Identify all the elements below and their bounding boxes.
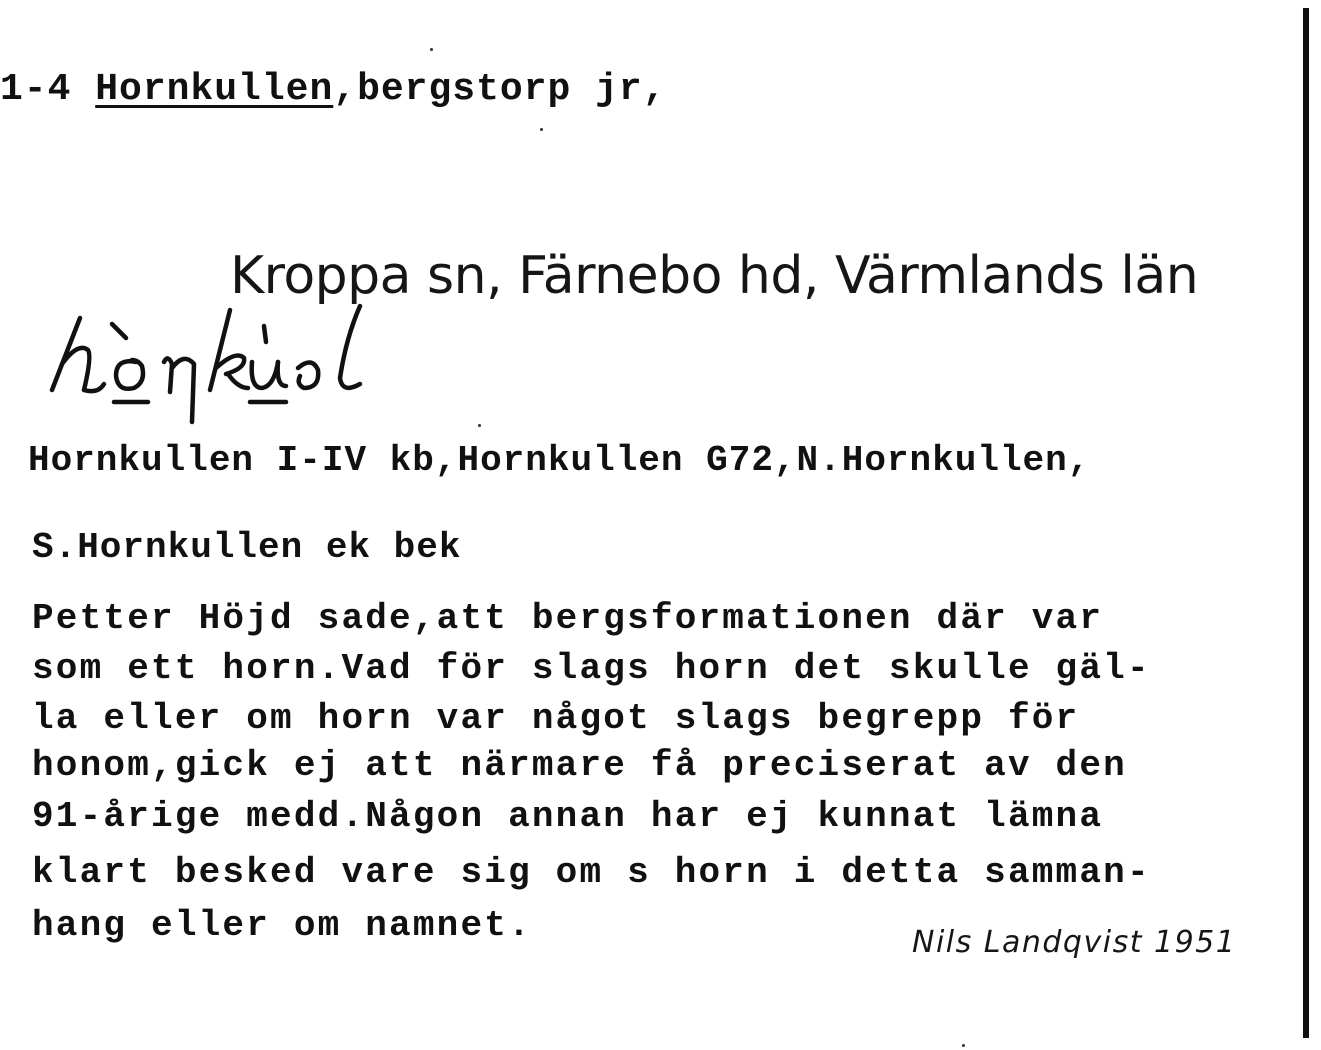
place-name: Hornkullen [95, 68, 334, 111]
scan-speck [430, 48, 433, 51]
scan-speck [540, 128, 543, 131]
body-text-line: la eller om horn var något slags begrepp för [32, 698, 1080, 739]
body-text-line: Petter Höjd sade,att bergsformationen där var [32, 598, 1104, 639]
body-text-line: som ett horn.Vad för slags horn det skulle gäl- [32, 648, 1151, 689]
collector-signature: Nils Landqvist 1951 [912, 925, 1237, 960]
card-number: 1-4 [0, 68, 96, 111]
body-text-line: honom,gick ej att närmare få preciserat av den [32, 745, 1127, 786]
card-header [0, 68, 667, 111]
body-text-line: 91-årige medd.Någon annan har ej kunnat lämna [32, 796, 1104, 837]
name-variants-line: S.Hornkullen ek bek [32, 527, 462, 568]
parish-line: Kroppa sn, Färnebo hd, Värmlands län [230, 246, 1199, 306]
handwritten-phonetic-transcription [40, 298, 460, 438]
body-text-line: klart besked vare sig om s horn i detta samman- [32, 852, 1151, 893]
place-type: ,bergstorp jr, [333, 68, 667, 111]
scan-speck [962, 1044, 965, 1047]
card-edge-border [1303, 8, 1309, 1038]
body-text-line: hang eller om namnet. [32, 905, 532, 946]
name-variants-line: Hornkullen I-IV kb,Hornkullen G72,N.Hornkullen, [28, 440, 1091, 481]
scan-speck [478, 424, 481, 427]
